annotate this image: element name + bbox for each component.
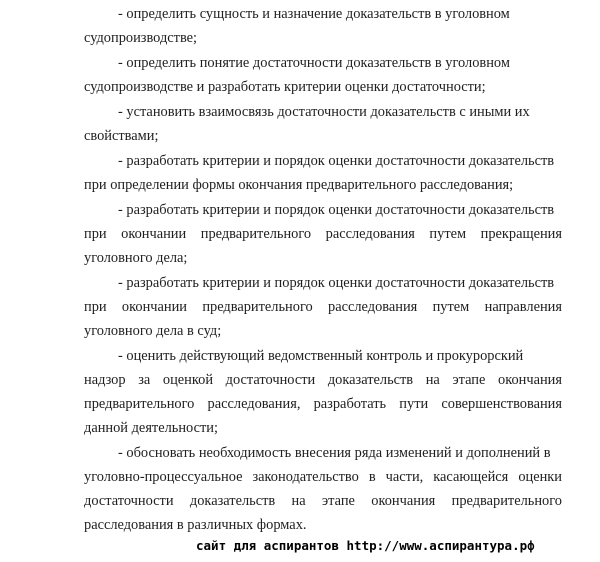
paragraph-line: уголовного дела в суд;	[84, 323, 222, 339]
paragraph-line: - разработать критерии и порядок оценки достаточности доказательств	[118, 275, 555, 291]
paragraph-line: - обосновать необходимость внесения ряда изменений и дополнений в	[118, 445, 551, 461]
paragraph-line: при определении формы окончания предварительного расследования;	[84, 177, 514, 193]
paragraph-line: уголовного дела;	[84, 250, 188, 266]
paragraph-line: при окончании предварительного расследования путем направления	[84, 299, 562, 315]
paragraph-line: - определить сущность и назначение доказательств в уголовном	[118, 6, 510, 22]
paragraph-line: данной деятельности;	[84, 420, 218, 436]
paragraph-line: судопроизводстве;	[84, 30, 198, 46]
paragraph-line: - оценить действующий ведомственный контроль и прокурорский	[118, 348, 524, 364]
paragraph-line: - установить взаимосвязь достаточности доказательств с иными их	[118, 104, 530, 120]
paragraph-line: расследования в различных формах.	[84, 517, 307, 533]
paragraph-line: достаточности доказательств на этапе окончания предварительного	[84, 493, 562, 509]
paragraph-line: предварительного расследования, разработать пути совершенствования	[84, 396, 562, 412]
paragraph-line: - разработать критерии и порядок оценки достаточности доказательств	[118, 153, 555, 169]
paragraph-line: свойствами;	[84, 128, 159, 144]
paragraph-line: - определить понятие достаточности доказательств в уголовном	[118, 55, 510, 71]
paragraph-line: при окончании предварительного расследования путем прекращения	[84, 226, 562, 242]
paragraph-line: судопроизводстве и разработать критерии оценки достаточности;	[84, 79, 486, 95]
paragraph-line: - разработать критерии и порядок оценки достаточности доказательств	[118, 202, 555, 218]
site-footer-text: сайт для аспирантов http://www.аспирантура.рф	[196, 538, 535, 553]
paragraph-line: уголовно-процессуальное законодательство в части, касающейся оценки	[84, 469, 562, 485]
paragraph-line: надзор за оценкой достаточности доказательств на этапе окончания	[84, 372, 562, 388]
